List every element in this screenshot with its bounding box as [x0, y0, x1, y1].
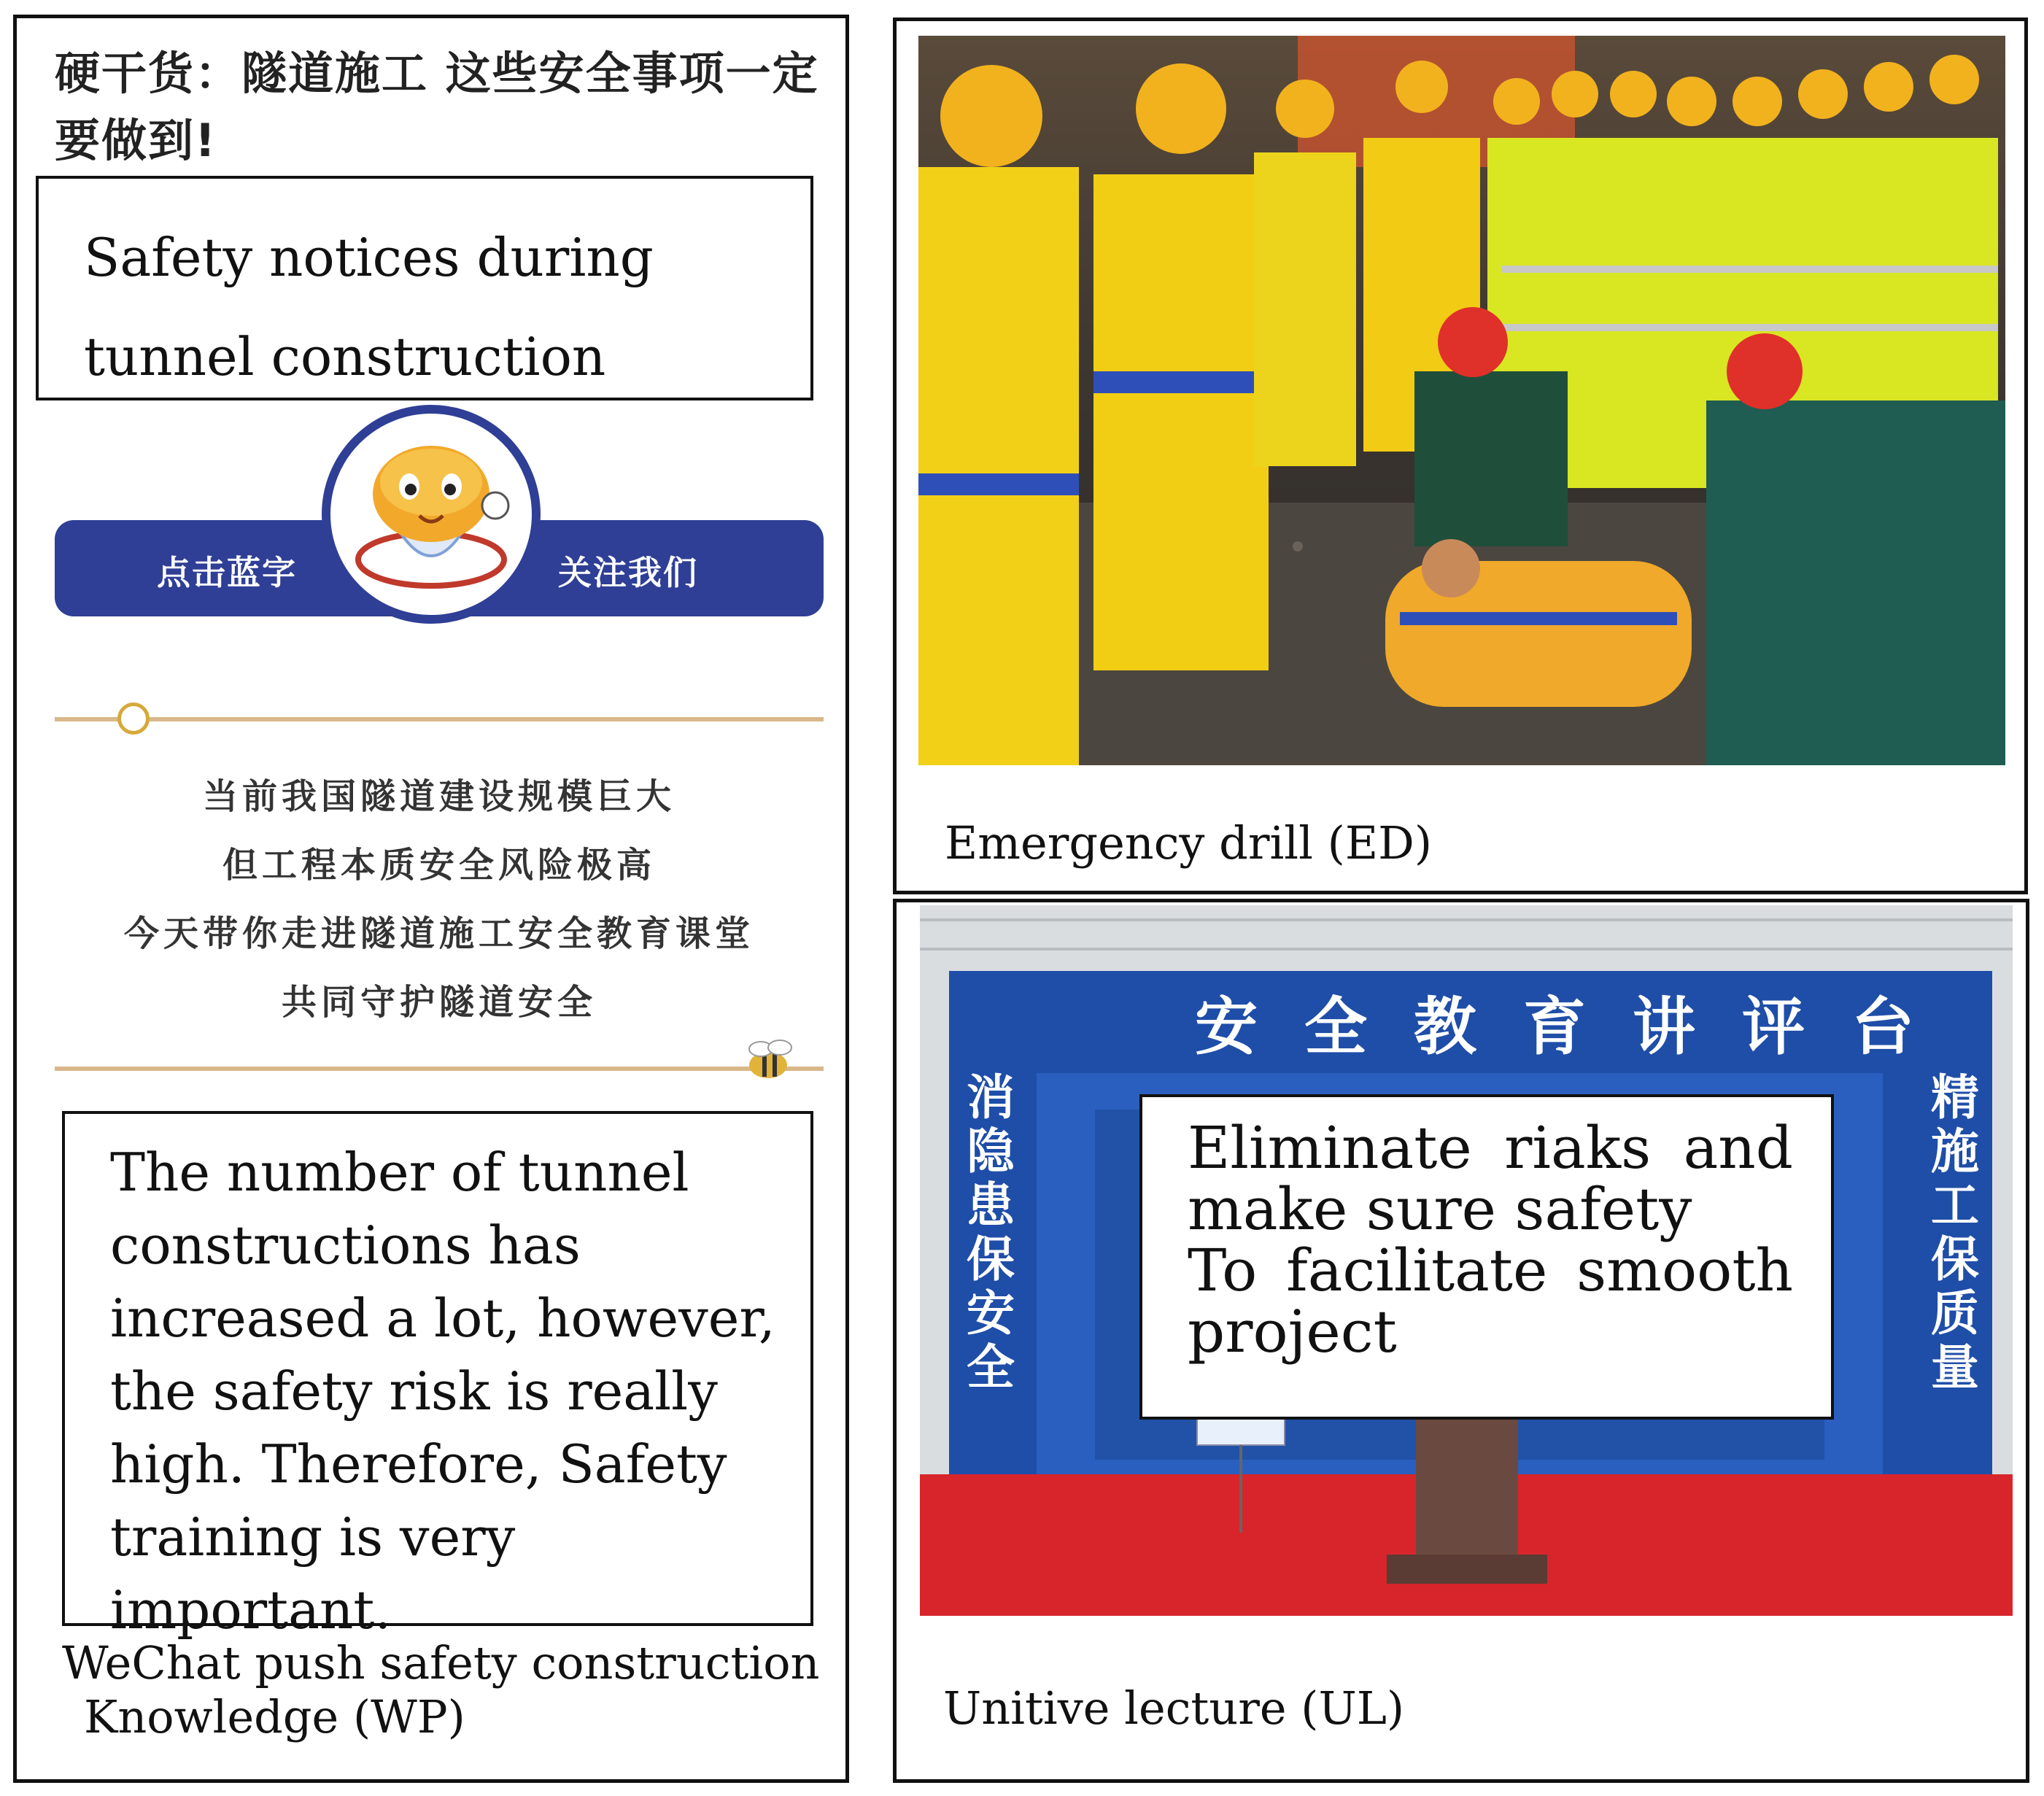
- ul-caption: Unitive lecture (UL): [943, 1681, 1405, 1735]
- intro-line: 共同守护隧道安全: [281, 982, 597, 1023]
- follow-left-label: 点击蓝字: [157, 553, 297, 592]
- safety-notice-box: [36, 176, 813, 400]
- slogan-line-1: Eliminate riaks and make sure safety: [1188, 1114, 1793, 1243]
- wechat-push-panel: [13, 15, 849, 1783]
- bee-icon: [717, 1036, 805, 1087]
- emergency-drill-photo: [918, 36, 2005, 765]
- wp-caption-line-1: WeChat push safety construction: [62, 1636, 820, 1689]
- divider-top: [55, 717, 824, 721]
- sun-icon: [117, 702, 150, 735]
- sign-left-text: 消隐患保安全: [967, 1069, 1015, 1396]
- sign-top-text: 安全教育讲评台: [1195, 991, 1961, 1064]
- wp-caption: [62, 1636, 850, 1744]
- emergency-drill-panel: [893, 18, 2028, 894]
- wp-caption-line-2: Knowledge (WP): [84, 1690, 465, 1743]
- follow-right-label: 关注我们: [558, 553, 698, 592]
- intro-line: 但工程本质安全风险极高: [222, 845, 656, 886]
- divider-bottom: [55, 1067, 824, 1071]
- slogan-line-2: To facilitate smooth project: [1188, 1236, 1793, 1366]
- intro-line: 今天带你走进隧道施工安全教育课堂: [123, 913, 754, 954]
- intro-text: [55, 762, 824, 1037]
- safety-risk-text: The number of tunnel constructions has increased a lot, however, the safety risk is really high. Therefore, Safety training is very important.: [110, 1142, 775, 1641]
- mascot-icon: [322, 405, 541, 624]
- sign-right-text: 精施工保质量: [1931, 1069, 1979, 1396]
- intro-line: 当前我国隧道建设规模巨大: [202, 776, 675, 817]
- slogan-text: [1188, 1114, 1793, 1366]
- wechat-post-title: 硬干货：隧道施工 这些安全事项一定要做到!: [55, 47, 819, 167]
- slogan-box: [1139, 1094, 1834, 1420]
- safety-risk-box: [62, 1111, 813, 1641]
- safety-notice-text: Safety notices during tunnel construction: [84, 227, 654, 387]
- ed-caption: Emergency drill (ED): [945, 816, 1433, 870]
